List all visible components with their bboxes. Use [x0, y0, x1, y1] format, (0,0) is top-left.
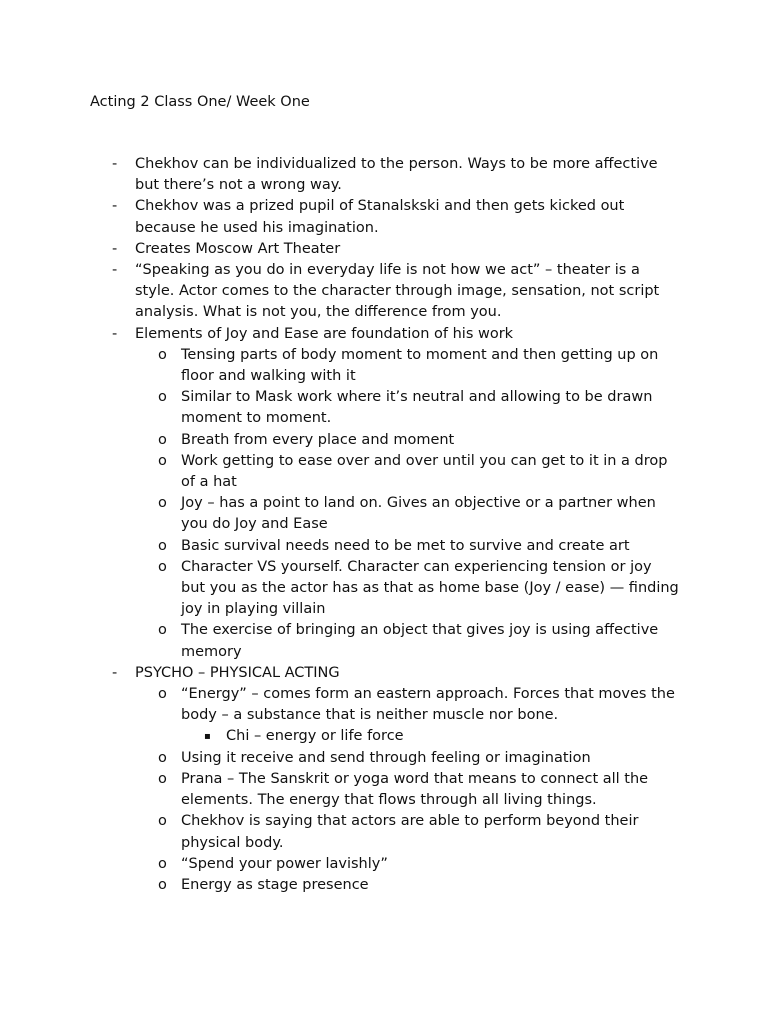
- sub-list-item: [0, 387, 680, 429]
- list-item-text: Joy – has a point to land on. Gives an objective or a partner when you do Joy and Ease: [181, 495, 656, 533]
- sub-list-item: [0, 345, 680, 387]
- list-item: [0, 196, 680, 238]
- list-item-text: Energy as stage presence: [181, 876, 369, 893]
- circle-bullet: o: [158, 389, 167, 406]
- dash-bullet: -: [112, 262, 118, 279]
- list-item-text: Chekhov is saying that actors are able to perform beyond their physical body.: [181, 813, 639, 851]
- list-item-text: Similar to Mask work where it’s neutral and allowing to be drawn moment to moment.: [181, 389, 653, 427]
- list-item-text: Creates Moscow Art Theater: [135, 240, 341, 257]
- list-item: [0, 239, 680, 260]
- sub-list-item: [0, 620, 680, 662]
- list-item-text: “Speaking as you do in everyday life is not how we act” – theater is a style. Actor comes to the character through image, sensation, not script analysis. What is not you, the difference from you.: [135, 262, 660, 321]
- circle-bullet: o: [158, 537, 167, 554]
- sub-list-item: [0, 684, 680, 726]
- list-item-text: Chi – energy or life force: [226, 728, 404, 745]
- list-item-text: Chekhov can be individualized to the person. Ways to be more affective but there’s not a wrong way.: [135, 156, 658, 194]
- circle-bullet: o: [158, 855, 167, 872]
- list-item-text: Character VS yourself. Character can experiencing tension or joy but you as the actor has as that as home base (Joy / ease) — finding joy in playing villain: [181, 558, 679, 618]
- sub-list-item: [0, 430, 680, 451]
- sub-list-item: [0, 748, 680, 769]
- list-item-text: Tensing parts of body moment to moment and then getting up on floor and walking with it: [181, 346, 659, 385]
- sub-list-item: [0, 875, 680, 896]
- list-item: [0, 154, 680, 196]
- circle-bullet: o: [158, 622, 167, 639]
- sub-list-item: [0, 493, 680, 535]
- sub-list-item: [0, 811, 680, 853]
- list-item: [0, 324, 680, 345]
- sub-sub-list-item: [0, 726, 680, 747]
- circle-bullet: o: [158, 813, 167, 830]
- circle-bullet: o: [158, 770, 167, 787]
- sub-list-item: [0, 536, 680, 557]
- dash-bullet: -: [112, 198, 118, 215]
- list-item: [0, 260, 680, 324]
- circle-bullet: o: [158, 876, 167, 893]
- notes-list: [0, 154, 768, 896]
- list-item-text: Prana – The Sanskrit or yoga word that means to connect all the elements. The energy that flows through all living things.: [181, 770, 649, 809]
- circle-bullet: o: [158, 452, 167, 469]
- sub-list-item: [0, 769, 680, 811]
- circle-bullet: o: [158, 686, 167, 703]
- list-item-text: “Spend your power lavishly”: [181, 855, 388, 872]
- circle-bullet: o: [158, 749, 167, 766]
- dash-bullet: -: [112, 240, 118, 257]
- list-item-text: Chekhov was a prized pupil of Stanalskski and then gets kicked out because he used his imagination.: [135, 198, 625, 236]
- dash-bullet: -: [112, 664, 118, 681]
- dash-bullet: -: [112, 156, 118, 172]
- list-item-text: PSYCHO – PHYSICAL ACTING: [135, 664, 340, 681]
- list-item: [0, 663, 680, 684]
- circle-bullet: o: [158, 431, 167, 448]
- list-item-text: Elements of Joy and Ease are foundation of his work: [135, 325, 514, 342]
- list-item-text: The exercise of bringing an object that gives joy is using affective memory: [181, 622, 659, 660]
- sub-list-item: [0, 557, 680, 621]
- document-title: Acting 2 Class One/ Week One: [90, 94, 310, 110]
- sub-list-item: [0, 451, 680, 493]
- list-item-text: Using it receive and send through feeling or imagination: [181, 749, 591, 766]
- circle-bullet: o: [158, 346, 167, 363]
- sub-list-item: [0, 854, 680, 875]
- list-item-text: Work getting to ease over and over until you can get to it in a drop of a hat: [181, 452, 668, 491]
- circle-bullet: o: [158, 558, 167, 575]
- square-bullet: ▪: [204, 731, 211, 743]
- list-item-text: Basic survival needs need to be met to survive and create art: [181, 537, 630, 554]
- list-item-text: Breath from every place and moment: [181, 431, 455, 448]
- dash-bullet: -: [112, 325, 118, 342]
- list-item-text: “Energy” – comes form an eastern approach. Forces that moves the body – a substance that is neither muscle nor bone.: [181, 686, 675, 724]
- circle-bullet: o: [158, 495, 167, 512]
